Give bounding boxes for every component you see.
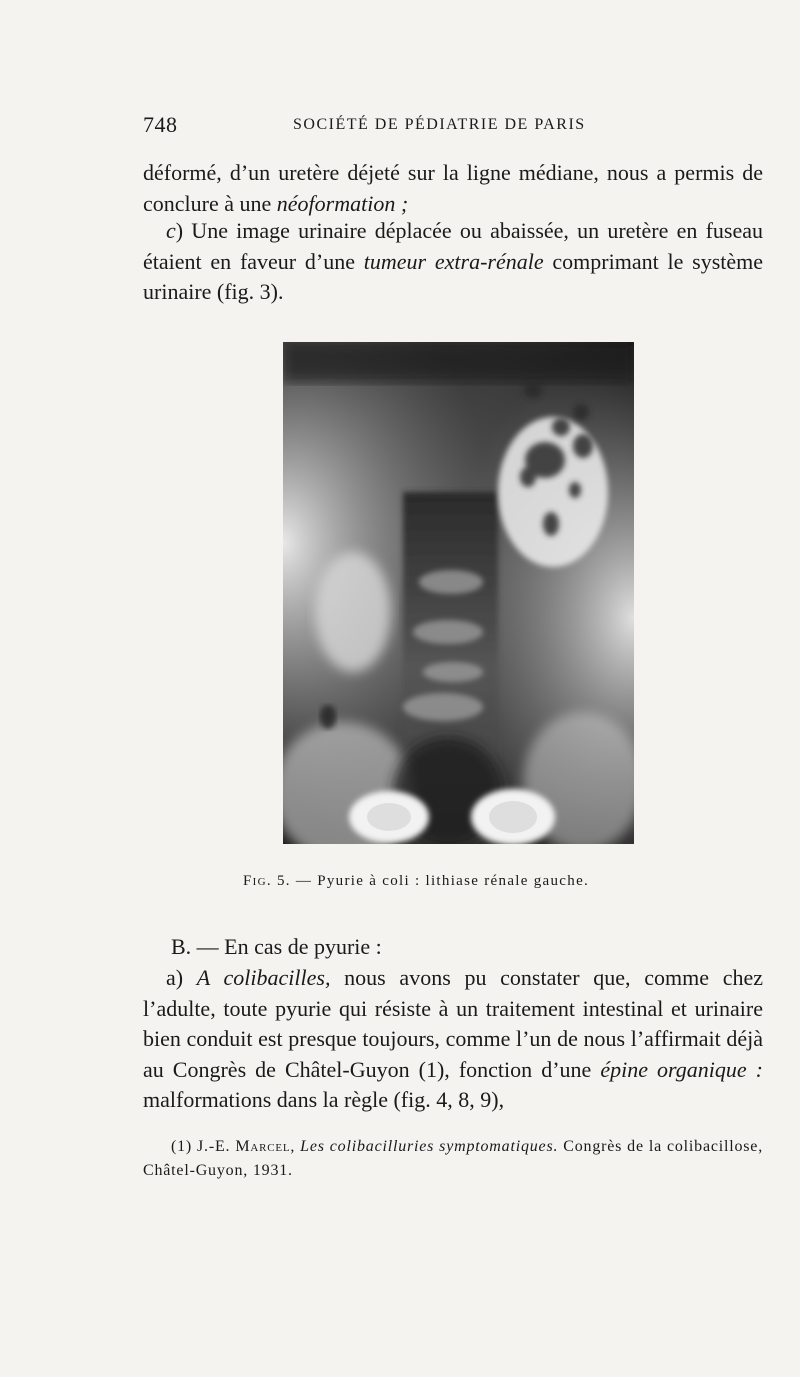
paragraph-2 bbox=[143, 216, 763, 308]
footnote-author: J.-E. Marcel, bbox=[197, 1138, 296, 1155]
page-number: 748 bbox=[143, 112, 178, 137]
xray-figure bbox=[283, 342, 634, 844]
paragraph-2-italic: tumeur extra-rénale bbox=[363, 248, 544, 274]
paragraph-4-italic-a: A colibacilles, bbox=[196, 965, 331, 990]
paragraph-4 bbox=[143, 963, 763, 1116]
paragraph-1-text: déformé, d’un uretère déjeté sur la ligne médiane, nous a permis de conclure à une bbox=[143, 160, 763, 216]
paragraph-4-text-b: malformations dans la règle (fig. 4, 8, 9), bbox=[143, 1087, 505, 1112]
paragraph-4-text-a: nous avons pu constater que, comme chez l’adulte, toute pyurie qui résiste à un traitement intestinal et urinaire bien conduit est presque toujours, comme l’un de nous l’affirmait déjà au Congrès de Châtel-Guyon (1), fonction d’une bbox=[143, 965, 763, 1082]
paragraph-2-text-a: ) Une image urinaire déplacée ou abaissée, un uretère en fuseau étaient en faveur d’une bbox=[143, 218, 763, 274]
section-b-heading-text: B. — En cas de pyurie : bbox=[171, 934, 382, 959]
footnote-text: Congrès de la colibacillose, Châtel-Guyon, 1931. bbox=[143, 1138, 764, 1179]
running-title: SOCIÉTÉ DE PÉDIATRIE DE PARIS bbox=[293, 116, 586, 133]
section-b-heading bbox=[143, 932, 763, 963]
footnote-title: Les colibacilluries symptomatiques. bbox=[295, 1138, 559, 1155]
paragraph-2-label: c bbox=[166, 218, 176, 243]
paragraph-4-italic-b: épine organique : bbox=[600, 1056, 763, 1082]
figure-caption-text: — Pyurie à coli : lithiase rénale gauche. bbox=[290, 873, 590, 889]
figure-caption-prefix: Fig. 5. bbox=[243, 873, 291, 889]
footnote bbox=[143, 1135, 763, 1183]
paragraph-4-label: a) bbox=[166, 965, 197, 990]
page-header bbox=[143, 112, 618, 142]
paragraph-1-italic: néoformation ; bbox=[276, 190, 409, 216]
footnote-number: (1) bbox=[171, 1138, 198, 1155]
paragraph-1 bbox=[143, 158, 763, 219]
xray-image bbox=[283, 342, 634, 844]
paragraph-2-text-b: comprimant le système urinaire (fig. 3). bbox=[143, 248, 764, 304]
figure-caption bbox=[243, 873, 683, 890]
